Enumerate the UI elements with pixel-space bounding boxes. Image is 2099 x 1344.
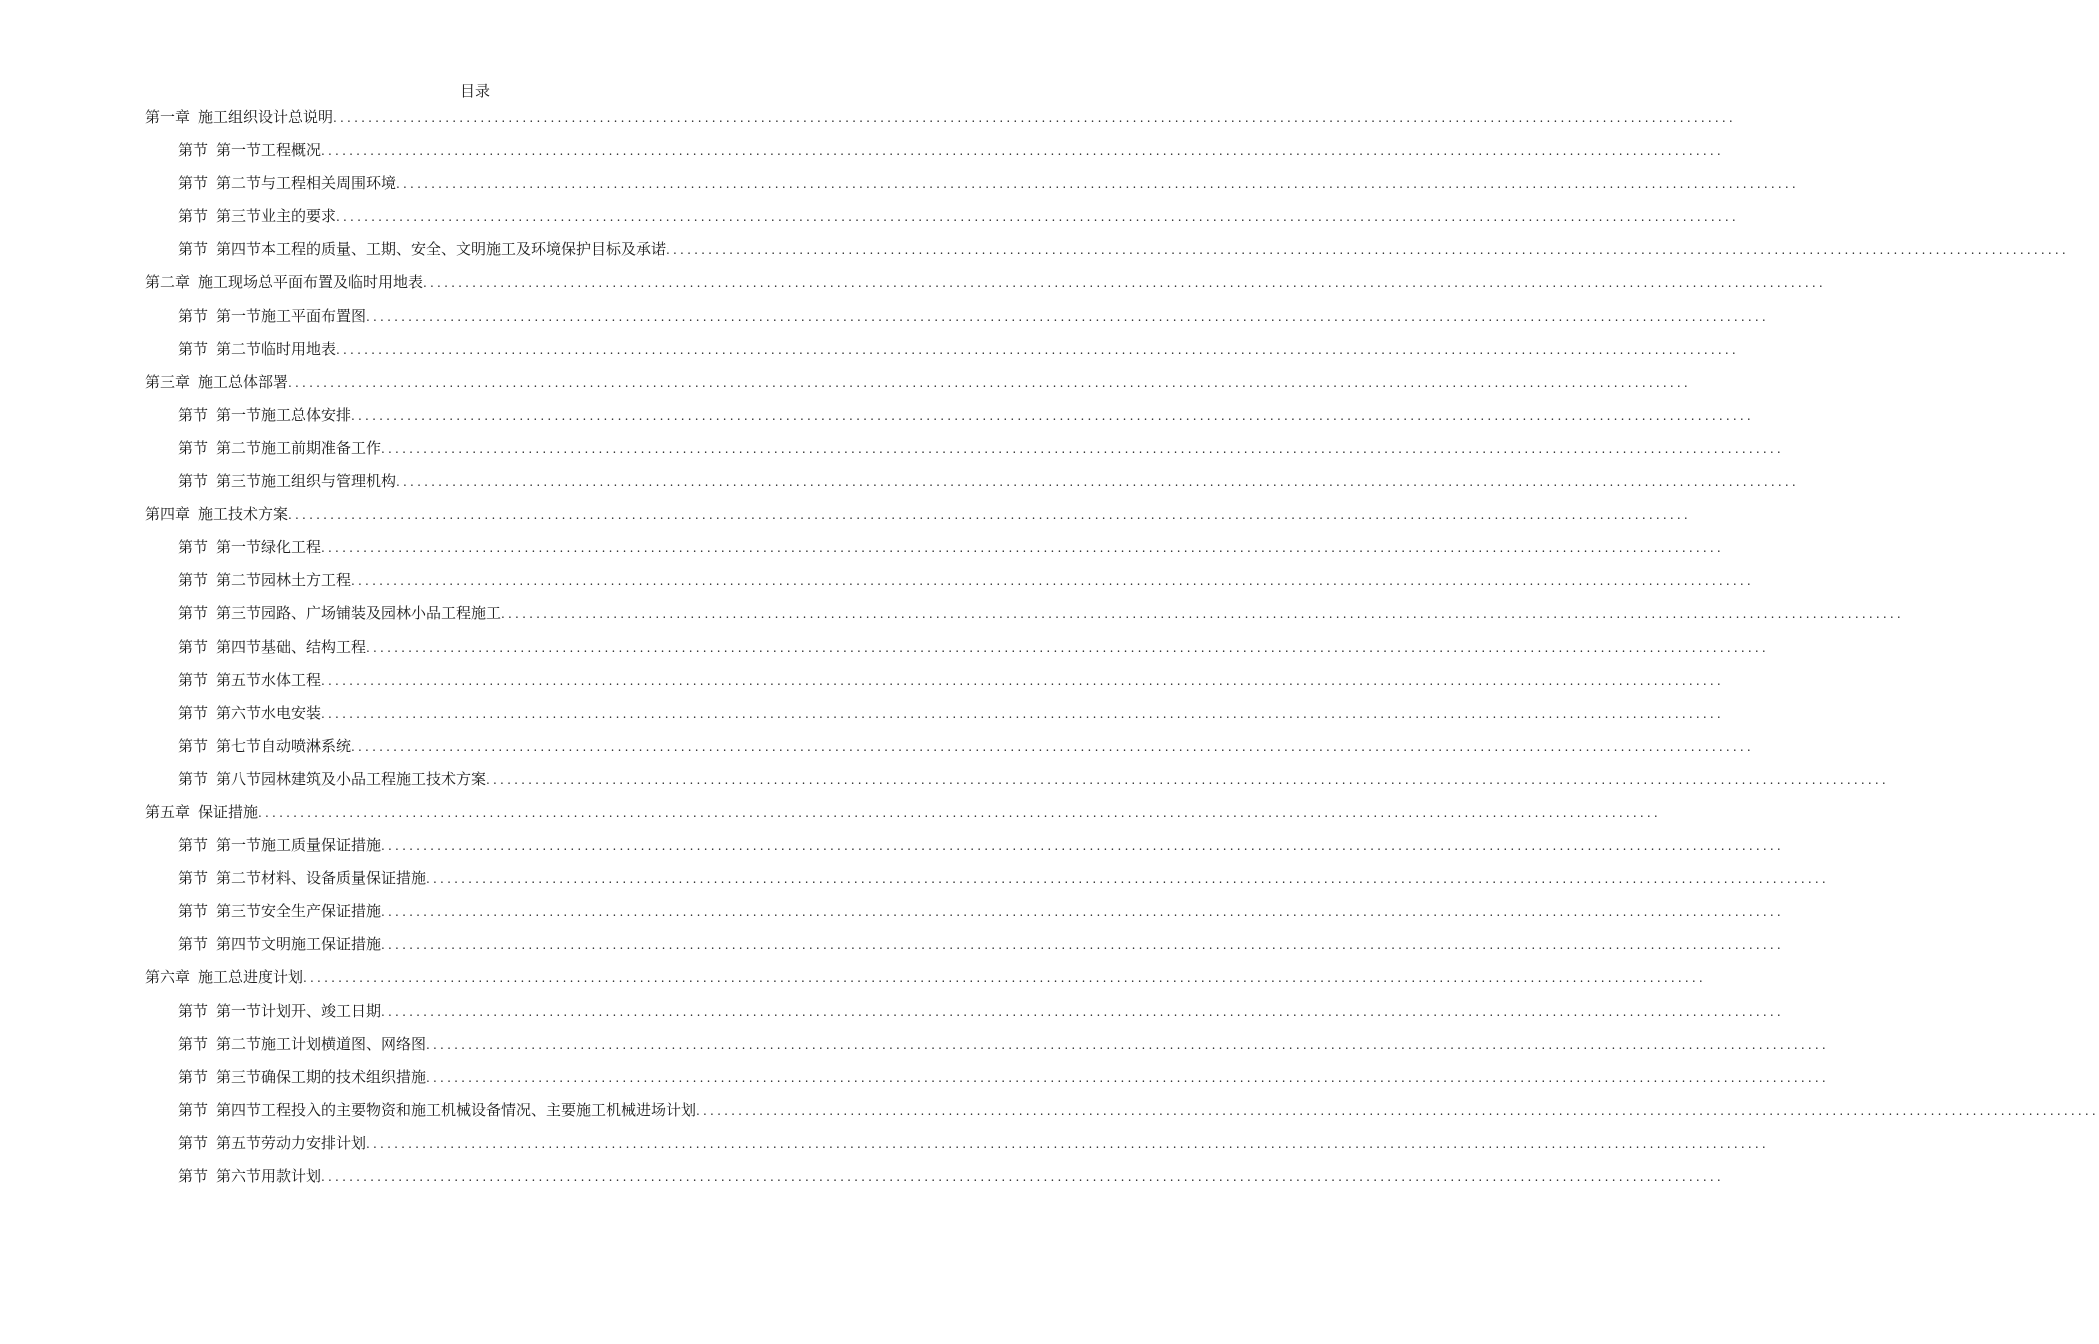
toc-dot-leader: ........................................................................................................................................................................................................ (366, 640, 1769, 655)
toc-section-entry[interactable] (145, 933, 1784, 966)
toc-dot-leader: ........................................................................................................................................................................................................ (426, 872, 1829, 887)
toc-entry-prefix: 第节 (178, 604, 209, 623)
toc-entry-text: 第四节基础、结构工程 (216, 637, 367, 656)
toc-entry-label (178, 305, 366, 326)
toc-entry-prefix: 第节 (178, 836, 209, 855)
toc-entry-label (178, 338, 336, 359)
toc-chapter-entry[interactable] (145, 801, 1661, 834)
toc-entry-text: 第一节施工质量保证措施 (216, 836, 382, 855)
toc-entry-text: 保证措施 (198, 802, 259, 821)
toc-entry-text: 第六节水电安装 (216, 703, 322, 722)
toc-entry-text: 第四节文明施工保证措施 (216, 935, 382, 954)
toc-section-entry[interactable] (145, 602, 1904, 635)
toc-dot-leader: ........................................................................................................................................................................................................ (321, 1170, 1724, 1184)
toc-dot-leader: ........................................................................................................................................................................................................ (486, 772, 1889, 787)
table-of-contents (145, 106, 2099, 1198)
toc-dot-leader: ........................................................................................................................................................................................................ (381, 441, 1784, 456)
toc-dot-leader: ........................................................................................................................................................................................................ (303, 971, 1706, 986)
toc-entry-text: 第二节与工程相关周围环境 (216, 174, 397, 193)
toc-entry-prefix: 第节 (178, 339, 209, 358)
toc-entry-prefix: 第二章 (145, 273, 191, 292)
toc-entry-text: 第三节确保工期的技术组织措施 (216, 1067, 427, 1086)
toc-entry-label (178, 1099, 696, 1120)
toc-dot-leader: ........................................................................................................................................................................................................ (321, 673, 1724, 688)
toc-section-entry[interactable] (145, 834, 1784, 867)
toc-dot-leader: ........................................................................................................................................................................................................ (396, 177, 1799, 192)
toc-entry-text: 第五节水体工程 (216, 670, 322, 689)
toc-section-entry[interactable] (145, 305, 1769, 338)
toc-entry-label (178, 569, 351, 590)
toc-chapter-entry[interactable] (145, 371, 1691, 404)
toc-entry-prefix: 第节 (178, 207, 209, 226)
toc-entry-label (178, 602, 501, 623)
toc-entry-prefix: 第节 (178, 240, 209, 259)
toc-entry-label (178, 404, 351, 425)
toc-entry-label (178, 702, 321, 723)
toc-entry-text: 第二节园林土方工程 (216, 571, 352, 590)
toc-dot-leader: ........................................................................................................................................................................................................ (336, 210, 1739, 225)
toc-entry-prefix: 第六章 (145, 968, 191, 987)
toc-entry-label (178, 536, 321, 557)
toc-section-entry[interactable] (145, 1165, 1724, 1198)
toc-section-entry[interactable] (145, 636, 1769, 669)
toc-entry-text: 第七节自动喷淋系统 (216, 736, 352, 755)
toc-section-entry[interactable] (145, 1099, 2099, 1132)
toc-chapter-entry[interactable] (145, 966, 1706, 999)
toc-entry-text: 施工总体部署 (198, 372, 289, 391)
toc-entry-text: 第二节临时用地表 (216, 339, 337, 358)
toc-section-entry[interactable] (145, 1132, 1769, 1165)
toc-dot-leader: ........................................................................................................................................................................................................ (381, 938, 1784, 953)
toc-entry-prefix: 第节 (178, 141, 209, 160)
toc-entry-prefix: 第节 (178, 438, 209, 457)
toc-entry-label (178, 1033, 426, 1054)
toc-entry-label (178, 1165, 321, 1186)
toc-entry-text: 第四节工程投入的主要物资和施工机械设备情况、主要施工机械进场计划 (216, 1100, 697, 1119)
toc-dot-leader: ........................................................................................................................................................................................................ (351, 574, 1754, 589)
toc-dot-leader: ........................................................................................................................................................................................................ (366, 1136, 1769, 1151)
toc-entry-label (145, 801, 258, 822)
toc-entry-label (178, 735, 351, 756)
toc-entry-text: 第二节施工计划横道图、网络图 (216, 1034, 427, 1053)
toc-dot-leader: ........................................................................................................................................................................................................ (351, 739, 1754, 754)
toc-dot-leader: ........................................................................................................................................................................................................ (426, 1070, 1829, 1085)
toc-entry-label (145, 371, 288, 392)
toc-section-entry[interactable] (145, 205, 1739, 238)
toc-dot-leader: ........................................................................................................................................................................................................ (381, 839, 1784, 854)
toc-dot-leader: ........................................................................................................................................................................................................ (321, 144, 1724, 159)
toc-section-entry[interactable] (145, 768, 1889, 801)
toc-entry-text: 第六节用款计划 (216, 1167, 322, 1185)
toc-dot-leader: ........................................................................................................................................................................................................ (366, 309, 1769, 324)
toc-entry-prefix: 第节 (178, 571, 209, 590)
toc-section-entry[interactable] (145, 536, 1724, 569)
toc-section-entry[interactable] (145, 702, 1724, 735)
toc-entry-text: 施工现场总平面布置及临时用地表 (198, 273, 424, 292)
toc-entry-text: 第二节施工前期准备工作 (216, 438, 382, 457)
toc-entry-prefix: 第五章 (145, 802, 191, 821)
toc-title: 目录 (459, 82, 490, 100)
toc-entry-text: 第四节本工程的质量、工期、安全、文明施工及环境保护目标及承诺 (216, 240, 667, 259)
toc-entry-prefix: 第节 (178, 472, 209, 491)
toc-entry-prefix: 第节 (178, 1167, 209, 1185)
toc-entry-prefix: 第节 (178, 1067, 209, 1086)
toc-entry-text: 施工技术方案 (198, 505, 289, 524)
toc-entry-text: 施工组织设计总说明 (198, 108, 334, 126)
toc-section-entry[interactable] (145, 238, 2069, 271)
toc-entry-label (178, 768, 486, 789)
toc-dot-leader: ........................................................................................................................................................................................................ (501, 607, 1904, 622)
toc-section-entry[interactable] (145, 404, 1754, 437)
toc-dot-leader: ........................................................................................................................................................................................................ (426, 1037, 1829, 1052)
toc-chapter-entry[interactable] (145, 106, 1736, 139)
toc-entry-label (178, 172, 396, 193)
toc-entry-prefix: 第四章 (145, 505, 191, 524)
toc-section-entry[interactable] (145, 1033, 1829, 1066)
toc-entry-prefix: 第三章 (145, 372, 191, 391)
toc-entry-prefix: 第一章 (145, 108, 191, 126)
toc-dot-leader: ........................................................................................................................................................................................................ (288, 375, 1691, 390)
toc-entry-prefix: 第节 (178, 769, 209, 788)
toc-entry-prefix: 第节 (178, 538, 209, 557)
toc-section-entry[interactable] (145, 735, 1754, 768)
toc-entry-prefix: 第节 (178, 1133, 209, 1152)
toc-section-entry[interactable] (145, 139, 1724, 172)
toc-entry-label (178, 470, 396, 491)
toc-section-entry[interactable] (145, 900, 1784, 933)
toc-section-entry[interactable] (145, 470, 1799, 503)
toc-entry-text: 第三节施工组织与管理机构 (216, 472, 397, 491)
toc-entry-prefix: 第节 (178, 902, 209, 921)
toc-entry-prefix: 第节 (178, 935, 209, 954)
toc-entry-prefix: 第节 (178, 306, 209, 325)
toc-entry-label (178, 834, 381, 855)
toc-entry-text: 第一节施工总体安排 (216, 405, 352, 424)
toc-dot-leader: ........................................................................................................................................................................................................ (258, 805, 1661, 820)
toc-section-entry[interactable] (145, 569, 1754, 602)
toc-entry-prefix: 第节 (178, 736, 209, 755)
toc-entry-label (178, 1132, 366, 1153)
toc-entry-text: 第八节园林建筑及小品工程施工技术方案 (216, 769, 487, 788)
toc-section-entry[interactable] (145, 1066, 1829, 1099)
toc-entry-text: 第三节业主的要求 (216, 207, 337, 226)
toc-dot-leader: ........................................................................................................................................................................................................ (333, 111, 1736, 125)
toc-entry-text: 第一节计划开、竣工日期 (216, 1001, 382, 1020)
toc-entry-prefix: 第节 (178, 405, 209, 424)
toc-dot-leader: ........................................................................................................................................................................................................ (396, 475, 1799, 490)
toc-entry-label (145, 106, 333, 127)
toc-section-entry[interactable] (145, 1000, 1784, 1033)
toc-entry-text: 第三节安全生产保证措施 (216, 902, 382, 921)
toc-entry-text: 第五节劳动力安排计划 (216, 1133, 367, 1152)
toc-dot-leader: ........................................................................................................................................................................................................ (351, 408, 1754, 423)
toc-entry-prefix: 第节 (178, 703, 209, 722)
toc-entry-label (178, 205, 336, 226)
toc-entry-prefix: 第节 (178, 174, 209, 193)
toc-entry-prefix: 第节 (178, 670, 209, 689)
toc-entry-label (178, 238, 666, 259)
toc-section-entry[interactable] (145, 867, 1829, 900)
toc-entry-prefix: 第节 (178, 1100, 209, 1119)
toc-entry-label (178, 900, 381, 921)
toc-entry-text: 第一节施工平面布置图 (216, 306, 367, 325)
toc-section-entry[interactable] (145, 437, 1784, 470)
toc-entry-label (178, 636, 366, 657)
toc-chapter-entry[interactable] (145, 503, 1691, 536)
toc-dot-leader: ........................................................................................................................................................................................................ (381, 1004, 1784, 1019)
toc-chapter-entry[interactable] (145, 271, 1826, 304)
toc-entry-prefix: 第节 (178, 1034, 209, 1053)
toc-entry-label (178, 867, 426, 888)
toc-entry-label (178, 139, 321, 160)
toc-dot-leader: ........................................................................................................................................................................................................ (666, 243, 2069, 258)
toc-entry-text: 第一节工程概况 (216, 141, 322, 160)
toc-dot-leader: ........................................................................................................................................................................................................ (288, 508, 1691, 523)
toc-entry-label (178, 437, 381, 458)
toc-dot-leader: ........................................................................................................................................................................................................ (321, 706, 1724, 721)
toc-entry-text: 第一节绿化工程 (216, 538, 322, 557)
toc-entry-prefix: 第节 (178, 1001, 209, 1020)
toc-section-entry[interactable] (145, 172, 1799, 205)
toc-dot-leader: ........................................................................................................................................................................................................ (381, 905, 1784, 920)
toc-entry-label (178, 933, 381, 954)
toc-entry-label (145, 966, 303, 987)
toc-dot-leader: ........................................................................................................................................................................................................ (423, 276, 1826, 291)
toc-dot-leader: ........................................................................................................................................................................................................ (336, 342, 1739, 357)
toc-entry-prefix: 第节 (178, 869, 209, 888)
toc-entry-label (178, 1066, 426, 1087)
toc-entry-label (178, 1000, 381, 1021)
toc-section-entry[interactable] (145, 338, 1739, 371)
toc-entry-label (145, 271, 423, 292)
toc-entry-prefix: 第节 (178, 637, 209, 656)
toc-entry-text: 第三节园路、广场铺装及园林小品工程施工 (216, 604, 502, 623)
toc-entry-text: 第二节材料、设备质量保证措施 (216, 869, 427, 888)
toc-dot-leader: ........................................................................................................................................................................................................ (696, 1103, 2099, 1118)
toc-entry-text: 施工总进度计划 (198, 968, 304, 987)
toc-section-entry[interactable] (145, 669, 1724, 702)
toc-entry-label (145, 503, 288, 524)
toc-dot-leader: ........................................................................................................................................................................................................ (321, 541, 1724, 556)
toc-entry-label (178, 669, 321, 690)
